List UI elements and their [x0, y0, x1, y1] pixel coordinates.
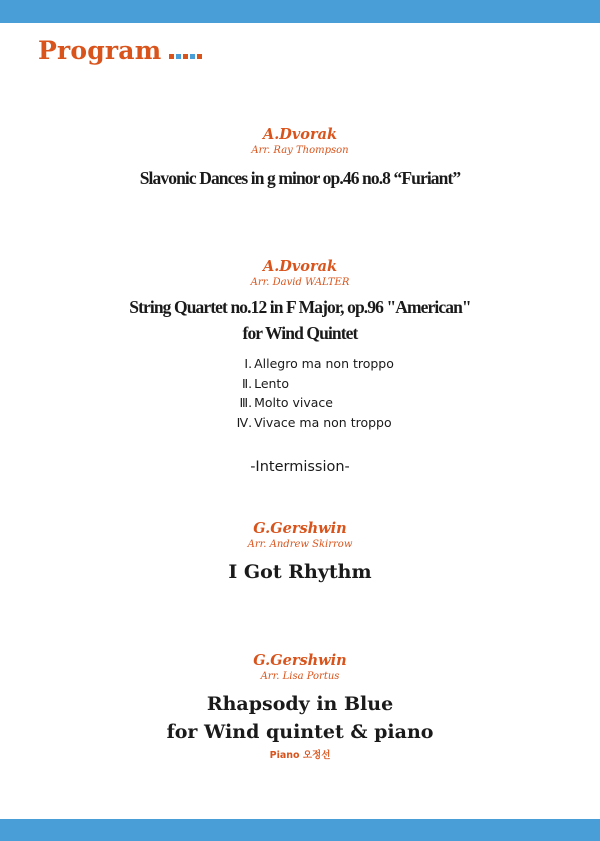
- arranger-name: Arr. Ray Thompson: [251, 145, 349, 156]
- movement-name: Vivace ma non troppo: [254, 414, 392, 430]
- work-title-line-2: for Wind quintet & piano: [166, 721, 434, 743]
- work-title: I Got Rhythm: [228, 561, 372, 583]
- program-heading: [38, 38, 202, 63]
- arranger-name: Arr. David WALTER: [250, 277, 350, 288]
- program-item-1: [0, 126, 600, 191]
- composer-name: G.Gershwin: [253, 652, 347, 669]
- work-title-line-2: for Wind Quintet: [242, 323, 358, 343]
- top-border-bar: [0, 0, 600, 23]
- movement-item: [232, 413, 394, 433]
- work-title: Slavonic Dances in g minor op.46 no.8 “Furiant”: [139, 168, 461, 188]
- movement-item: [232, 393, 394, 413]
- movement-item: [232, 374, 394, 394]
- composer-name: G.Gershwin: [253, 520, 347, 537]
- program-item-3: [0, 520, 600, 586]
- heading-dot: [176, 54, 181, 59]
- movement-number: Ⅲ.: [239, 395, 253, 410]
- heading-dot: [183, 54, 188, 59]
- heading-dot: [190, 54, 195, 59]
- movement-name: Lento: [254, 375, 289, 391]
- composer-name: A.Dvorak: [262, 258, 338, 275]
- movement-name: Molto vivace: [254, 395, 333, 410]
- composer-name: A.Dvorak: [262, 126, 338, 143]
- arranger-name: Arr. Lisa Portus: [260, 671, 340, 682]
- work-title-line-1: Rhapsody in Blue: [206, 693, 394, 715]
- work-title-line-1: String Quartet no.12 in F Major, op.96 "American": [129, 297, 471, 317]
- movement-item: [232, 354, 394, 374]
- heading-dots-icon: [169, 54, 202, 59]
- performer-credit: Piano 오정선: [269, 750, 331, 761]
- program-item-2: [0, 258, 600, 346]
- program-item-4: [0, 652, 600, 763]
- heading-dot: [197, 54, 202, 59]
- heading-dot: [169, 54, 174, 59]
- intermission-label: -Intermission-: [250, 459, 350, 475]
- movement-number: Ⅰ.: [244, 356, 253, 371]
- bottom-border-bar: [0, 819, 600, 841]
- movement-name: Allegro ma non troppo: [254, 356, 394, 371]
- movement-number: Ⅱ.: [241, 375, 253, 391]
- movement-list: [0, 354, 600, 432]
- page-title: Program: [38, 36, 162, 65]
- arranger-name: Arr. Andrew Skirrow: [247, 539, 353, 550]
- movement-number: Ⅳ.: [236, 414, 253, 430]
